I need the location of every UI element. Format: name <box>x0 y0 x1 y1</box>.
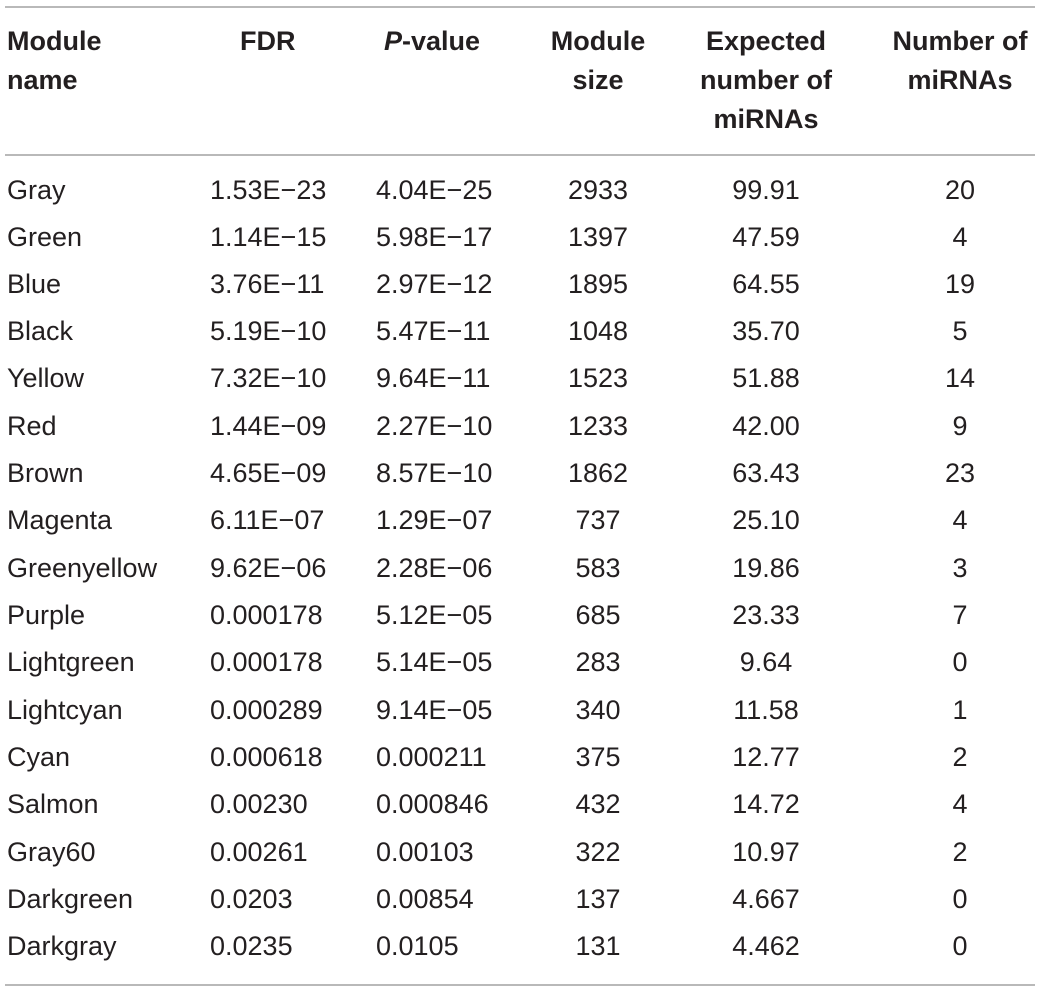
header-p-value <box>384 22 480 61</box>
fdr-cell: 0.0203 <box>210 884 293 914</box>
number-of-mirnas-cell: 2 <box>952 837 968 867</box>
fdr-cell: 1.44E−09 <box>210 411 327 441</box>
module-size-cell: 375 <box>575 742 621 772</box>
number-of-mirnas-cell: 0 <box>952 647 968 677</box>
module-name-cell: Red <box>7 411 57 441</box>
table-row <box>0 497 1040 544</box>
expected-number-cell: 4.462 <box>732 931 800 961</box>
table-row <box>0 545 1040 592</box>
module-name-cell: Greenyellow <box>7 553 158 583</box>
module-size-cell: 1862 <box>567 458 629 488</box>
p-value-cell: 0.000846 <box>376 789 489 819</box>
number-of-mirnas-cell: 4 <box>952 222 968 252</box>
fdr-cell: 0.000178 <box>210 647 323 677</box>
p-value-suffix: -value <box>402 26 481 56</box>
p-value-cell: 5.47E−11 <box>376 316 491 346</box>
table-row <box>0 687 1040 734</box>
expected-number-cell: 35.70 <box>732 316 800 346</box>
module-name-cell: Darkgreen <box>7 884 134 914</box>
expected-number-cell: 42.00 <box>732 411 800 441</box>
expected-number-cell: 64.55 <box>732 269 800 299</box>
p-value-cell: 0.00854 <box>376 884 474 914</box>
table-top-rule <box>5 6 1035 8</box>
expected-number-cell: 99.91 <box>732 175 800 205</box>
module-name-cell: Gray60 <box>7 837 96 867</box>
module-name-cell: Purple <box>7 600 86 630</box>
p-value-cell: 9.14E−05 <box>376 695 493 725</box>
module-name-cell: Green <box>7 222 83 252</box>
table-row <box>0 876 1040 923</box>
module-name-cell: Gray <box>7 175 66 205</box>
module-name-cell: Black <box>7 316 74 346</box>
number-of-mirnas-cell: 4 <box>952 505 968 535</box>
number-of-mirnas-cell: 7 <box>952 600 968 630</box>
fdr-cell: 0.000618 <box>210 742 323 772</box>
header-fdr: FDR <box>240 26 296 56</box>
expected-number-cell: 9.64 <box>739 647 793 677</box>
table-row <box>0 403 1040 450</box>
expected-number-cell: 51.88 <box>732 363 800 393</box>
module-name-cell: Darkgray <box>7 931 117 961</box>
p-value-cell: 8.57E−10 <box>376 458 493 488</box>
fdr-cell: 7.32E−10 <box>210 363 327 393</box>
table-row <box>0 923 1040 970</box>
p-value-italic-letter: P <box>384 26 403 56</box>
header-number-of-mirnas: Number of miRNAs <box>892 26 1028 95</box>
number-of-mirnas-cell: 5 <box>952 316 968 346</box>
expected-number-cell: 14.72 <box>732 789 800 819</box>
p-value-cell: 5.14E−05 <box>376 647 493 677</box>
module-size-cell: 340 <box>575 695 621 725</box>
p-value-cell: 5.98E−17 <box>376 222 493 252</box>
table-row <box>0 639 1040 686</box>
module-name-cell: Brown <box>7 458 84 488</box>
number-of-mirnas-cell: 0 <box>952 884 968 914</box>
expected-number-cell: 12.77 <box>732 742 800 772</box>
module-size-cell: 137 <box>575 884 621 914</box>
expected-number-cell: 19.86 <box>732 553 800 583</box>
table-row <box>0 450 1040 497</box>
p-value-cell: 2.28E−06 <box>376 553 493 583</box>
module-size-cell: 432 <box>575 789 621 819</box>
p-value-cell: 9.64E−11 <box>376 363 491 393</box>
header-expected-number: Expected number of miRNAs <box>700 26 832 134</box>
module-size-cell: 131 <box>575 931 621 961</box>
fdr-cell: 4.65E−09 <box>210 458 327 488</box>
number-of-mirnas-cell: 14 <box>944 363 976 393</box>
module-name-cell: Salmon <box>7 789 99 819</box>
fdr-cell: 9.62E−06 <box>210 553 327 583</box>
p-value-cell: 0.0105 <box>376 931 459 961</box>
module-name-cell: Lightgreen <box>7 647 135 677</box>
expected-number-cell: 47.59 <box>732 222 800 252</box>
fdr-cell: 3.76E−11 <box>210 269 325 299</box>
number-of-mirnas-cell: 0 <box>952 931 968 961</box>
number-of-mirnas-cell: 2 <box>952 742 968 772</box>
table-row <box>0 261 1040 308</box>
p-value-cell: 0.000211 <box>376 742 487 772</box>
table-row <box>0 781 1040 828</box>
header-module-name: Module name <box>7 26 102 95</box>
fdr-cell: 6.11E−07 <box>210 505 325 535</box>
module-size-cell: 737 <box>575 505 621 535</box>
header-rule <box>5 154 1035 156</box>
table-row <box>0 355 1040 402</box>
expected-number-cell: 23.33 <box>732 600 800 630</box>
module-size-cell: 1233 <box>567 411 629 441</box>
number-of-mirnas-cell: 1 <box>952 695 968 725</box>
fdr-cell: 0.00230 <box>210 789 308 819</box>
p-value-cell: 1.29E−07 <box>376 505 493 535</box>
module-name-cell: Blue <box>7 269 62 299</box>
table-row <box>0 829 1040 876</box>
fdr-cell: 1.14E−15 <box>210 222 327 252</box>
module-size-cell: 322 <box>575 837 621 867</box>
number-of-mirnas-cell: 3 <box>952 553 968 583</box>
number-of-mirnas-cell: 4 <box>952 789 968 819</box>
fdr-cell: 1.53E−23 <box>210 175 327 205</box>
number-of-mirnas-cell: 19 <box>944 269 976 299</box>
module-name-cell: Cyan <box>7 742 71 772</box>
module-name-cell: Lightcyan <box>7 695 123 725</box>
module-size-cell: 1895 <box>567 269 629 299</box>
module-size-cell: 1523 <box>567 363 629 393</box>
table-row <box>0 167 1040 214</box>
fdr-cell: 0.000178 <box>210 600 323 630</box>
table-bottom-rule <box>5 984 1035 986</box>
p-value-cell: 5.12E−05 <box>376 600 493 630</box>
module-size-cell: 1048 <box>567 316 629 346</box>
p-value-cell: 2.97E−12 <box>376 269 493 299</box>
table-row <box>0 734 1040 781</box>
fdr-cell: 0.000289 <box>210 695 323 725</box>
table-row <box>0 592 1040 639</box>
header-module-size: Module size <box>550 26 646 95</box>
module-size-cell: 583 <box>575 553 621 583</box>
p-value-cell: 2.27E−10 <box>376 411 493 441</box>
module-name-cell: Yellow <box>7 363 85 393</box>
module-size-cell: 685 <box>575 600 621 630</box>
module-name-cell: Magenta <box>7 505 113 535</box>
p-value-cell: 0.00103 <box>376 837 474 867</box>
number-of-mirnas-cell: 9 <box>952 411 968 441</box>
module-size-cell: 2933 <box>567 175 629 205</box>
module-size-cell: 1397 <box>567 222 629 252</box>
fdr-cell: 0.0235 <box>210 931 293 961</box>
table-row <box>0 308 1040 355</box>
expected-number-cell: 11.58 <box>733 695 799 725</box>
fdr-cell: 0.00261 <box>210 837 308 867</box>
table-row <box>0 214 1040 261</box>
expected-number-cell: 10.97 <box>732 837 800 867</box>
p-value-cell: 4.04E−25 <box>376 175 493 205</box>
number-of-mirnas-cell: 23 <box>944 458 976 488</box>
number-of-mirnas-cell: 20 <box>944 175 976 205</box>
module-size-cell: 283 <box>575 647 621 677</box>
expected-number-cell: 25.10 <box>732 505 800 535</box>
expected-number-cell: 63.43 <box>732 458 800 488</box>
expected-number-cell: 4.667 <box>732 884 800 914</box>
fdr-cell: 5.19E−10 <box>210 316 327 346</box>
